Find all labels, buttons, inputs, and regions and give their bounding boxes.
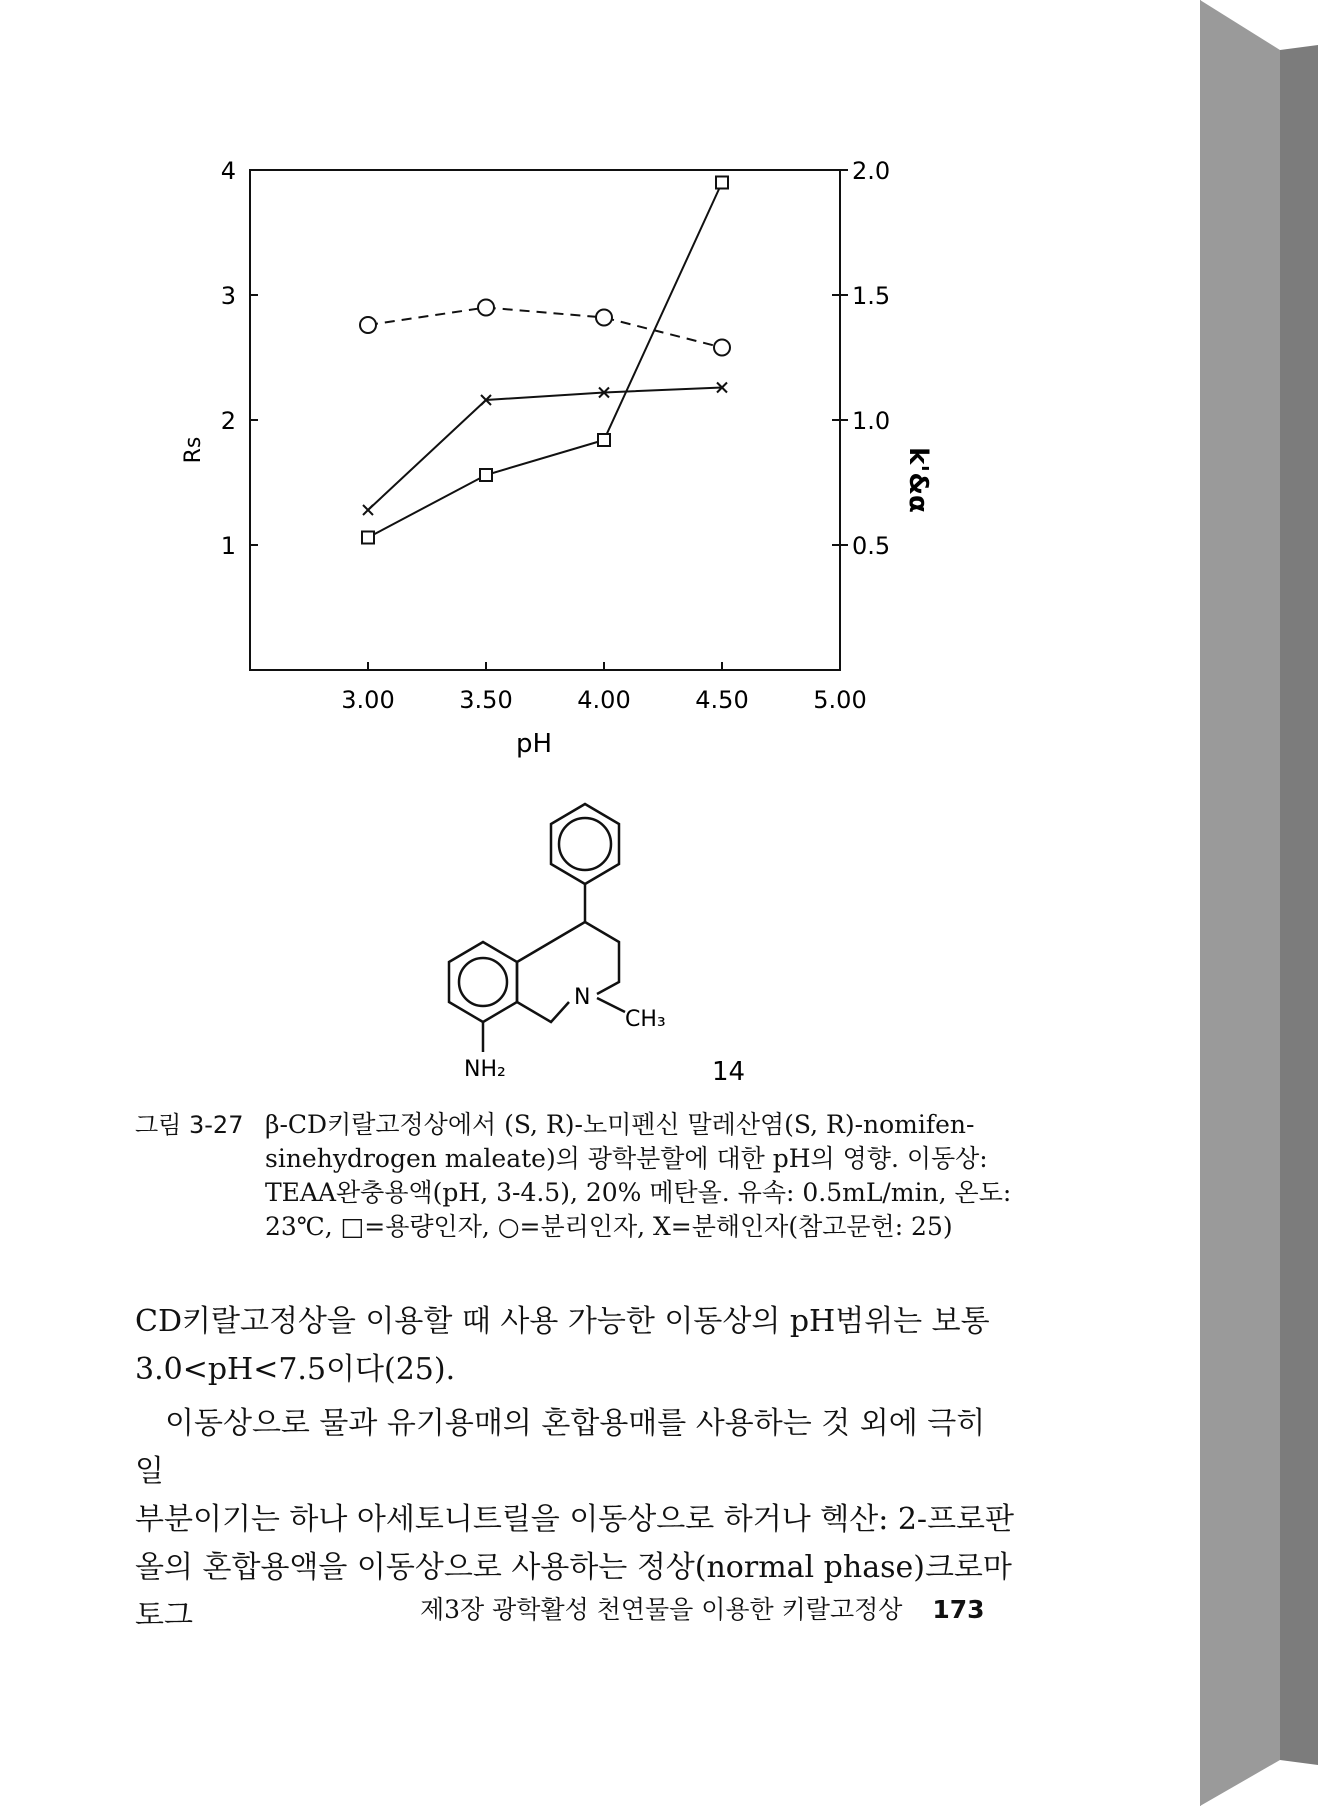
x-tick-label: 3.50 <box>459 686 513 714</box>
nitrogen-label: N <box>574 985 591 1010</box>
circle-marker <box>360 317 376 333</box>
piperidine-ring <box>585 922 619 994</box>
paragraph-2: 이동상으로 물과 유기용매의 혼합용매를 사용하는 것 외에 극히 일 부분이기는 하나 아세토니트릴을 이동상으로 하거나 헥산: 2-프로판 올의 혼합용액을 이동상으로 사용하는 정상(normal phase)크로마토그 <box>135 1406 1015 1633</box>
y-axis-left <box>221 157 258 560</box>
figure-label: 그림 3-27 <box>135 1111 244 1139</box>
circle-marker <box>714 340 730 356</box>
compound-number: 14 <box>712 1057 746 1087</box>
x-tick-label: 5.00 <box>813 686 867 714</box>
page-number: 173 <box>932 1595 985 1624</box>
series-line-square <box>368 183 722 538</box>
y-left-tick-label: 3 <box>220 282 236 310</box>
plot-frame <box>250 170 840 670</box>
y-axis-left-label: Rs <box>181 436 206 464</box>
square-marker <box>480 469 492 481</box>
figure-caption-text: β-CD키랄고정상에서 (S, R)-노미펜신 말레산염(S, R)-nomifen- sinehydrogen maleate)의 광학분할에 대한 pH의 영향. 이동상: TEAA완충용액(pH, 3-4.5), 20% 메탄올. 유속: 0.5mL/min, 온도: 23℃, □=용량인자, ○=분리인자, X=분해인자(참고문헌: 25) <box>265 1110 1012 1241</box>
page-footer <box>420 1590 1020 1626</box>
x-marker <box>363 505 373 515</box>
square-marker <box>716 177 728 189</box>
molecule-structure <box>440 780 760 1100</box>
chapter-title: 제3장 광학활성 천연물을 이용한 키랄고정상 <box>420 1595 903 1624</box>
square-marker <box>598 434 610 446</box>
body-text <box>135 1298 1015 1640</box>
y-right-tick-label: 1.0 <box>852 407 891 435</box>
y-right-tick-label: 1.5 <box>852 282 891 310</box>
y-left-tick-label: 2 <box>220 407 236 435</box>
x-axis-label: pH <box>515 729 553 759</box>
x-tick-label: 4.50 <box>695 686 749 714</box>
paragraph-1: CD키랄고정상을 이용할 때 사용 가능한 이동상의 pH범위는 보통 3.0<pH<7.5이다(25). <box>135 1304 990 1387</box>
methyl-label: CH₃ <box>625 1007 666 1032</box>
y-left-tick-label: 4 <box>220 157 236 185</box>
series-layer <box>360 177 730 544</box>
phenyl-ring <box>551 804 619 884</box>
y-axis-right-label: k'&α <box>903 447 933 513</box>
circle-marker <box>478 300 494 316</box>
amine-label: NH₂ <box>464 1057 506 1082</box>
y-right-tick-label: 0.5 <box>852 532 891 560</box>
book-page-edge <box>1200 0 1318 1806</box>
chart <box>160 140 933 760</box>
y-right-tick-label: 2.0 <box>852 157 891 185</box>
y-left-tick-label: 1 <box>220 532 236 560</box>
square-marker <box>362 532 374 544</box>
circle-marker <box>596 310 612 326</box>
x-tick-label: 4.00 <box>577 686 631 714</box>
series-line-x <box>368 388 722 511</box>
series-line-circle <box>368 308 722 348</box>
x-tick-label: 3.00 <box>341 686 395 714</box>
